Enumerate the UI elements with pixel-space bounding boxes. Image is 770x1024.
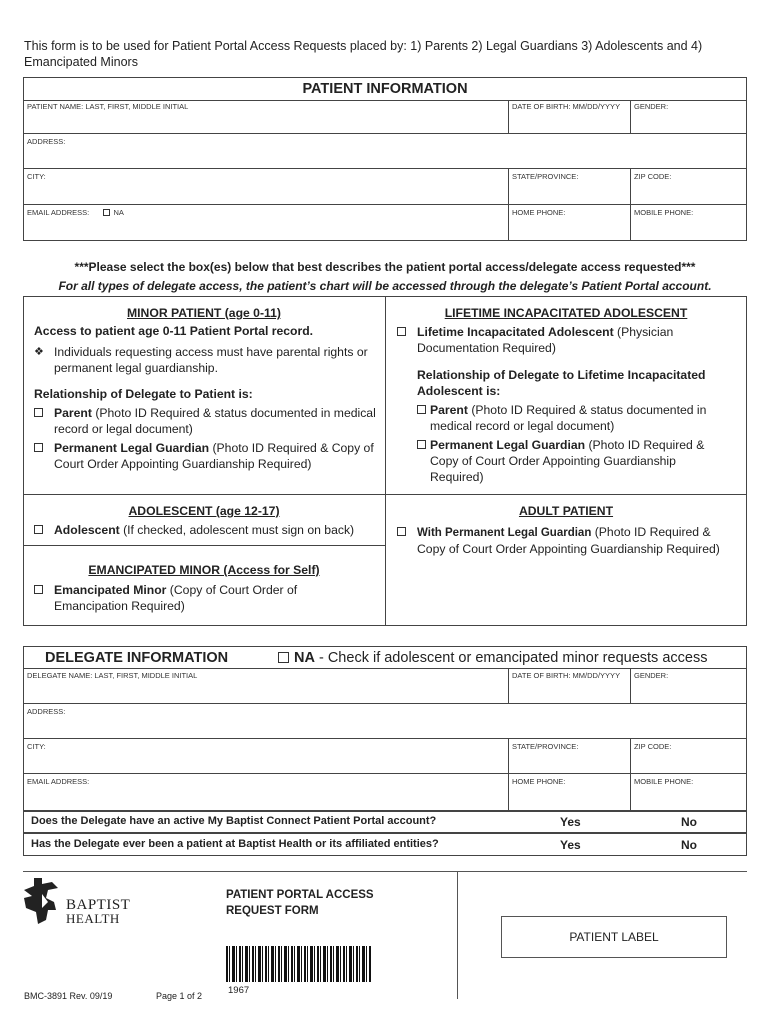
delegate-dob-field[interactable]: DATE OF BIRTH: MM/DD/YYYY xyxy=(512,671,621,680)
adolescent-option-bold: Adolescent xyxy=(54,523,120,537)
delegate-info-title: DELEGATE INFORMATION xyxy=(45,650,229,666)
instructions-line1: ***Please select the box(es) below that best describes the patient portal access/delegate access requested*** xyxy=(74,260,696,274)
delegate-city-field[interactable]: CITY: xyxy=(27,742,46,751)
delegate-zip-field[interactable]: ZIP CODE: xyxy=(634,742,672,751)
adult-option[interactable] xyxy=(397,524,739,557)
patient-name-field[interactable]: PATIENT NAME: LAST, FIRST, MIDDLE INITIAL xyxy=(27,102,189,111)
email-na-checkbox[interactable] xyxy=(103,209,110,216)
patient-mobile-phone-field[interactable]: MOBILE PHONE: xyxy=(634,208,694,217)
minor-guardian-checkbox[interactable] xyxy=(34,443,43,452)
minor-bullet-text: Individuals requesting access must have parental rights or permanent legal guardianship. xyxy=(54,345,368,375)
patient-email-field[interactable] xyxy=(27,208,124,217)
delegate-na-bold: NA xyxy=(294,650,315,666)
adult-option-text: (Photo ID Required & Copy of Court Order Appointing Guardianship Required) xyxy=(417,525,720,556)
adult-title: ADULT PATIENT xyxy=(518,504,614,518)
emancipated-option-bold: Emancipated Minor xyxy=(54,583,167,597)
lifetime-checkbox[interactable] xyxy=(397,327,406,336)
minor-guardian-text: (Photo ID Required & Copy of Court Order Appointing Guardianship Required) xyxy=(54,441,374,471)
emancipated-checkbox[interactable] xyxy=(34,585,43,594)
emancipated-title: EMANCIPATED MINOR (Access for Self) xyxy=(88,563,320,577)
delegate-home-phone-field[interactable]: HOME PHONE: xyxy=(512,777,566,786)
lifetime-option[interactable] xyxy=(397,324,732,356)
delegate-gender-field[interactable]: GENDER: xyxy=(634,671,669,680)
barcode xyxy=(226,946,372,982)
lifetime-guardian-checkbox[interactable] xyxy=(417,440,426,449)
lifetime-relationship: Relationship of Delegate to Lifetime Incapacitated Adolescent is: xyxy=(417,368,706,398)
diamond-bullet-icon: ❖ xyxy=(34,346,44,358)
question-no-option[interactable]: No xyxy=(681,838,697,852)
delegate-mobile-phone-field[interactable]: MOBILE PHONE: xyxy=(634,777,694,786)
adolescent-title: ADOLESCENT (age 12-17) xyxy=(128,504,280,518)
minor-relationship: Relationship of Delegate to Patient is: xyxy=(34,387,253,401)
patient-home-phone-field[interactable]: HOME PHONE: xyxy=(512,208,566,217)
page-number: Page 1 of 2 xyxy=(156,991,203,1001)
logo-wordmark-baptist: BAPTIST xyxy=(66,897,131,913)
patient-state-field[interactable]: STATE/PROVINCE: xyxy=(512,172,579,181)
instructions-line2: For all types of delegate access, the patient’s chart will be accessed through the delegate’s Patient Portal account. xyxy=(58,279,712,293)
adolescent-checkbox[interactable] xyxy=(34,525,43,534)
minor-parent-text: (Photo ID Required & status documented in medical record or legal document) xyxy=(54,406,376,436)
patient-zip-field[interactable]: ZIP CODE: xyxy=(634,172,672,181)
email-na-label: NA xyxy=(113,208,124,217)
delegate-email-field[interactable]: EMAIL ADDRESS: xyxy=(27,777,90,786)
lifetime-option-bold: Lifetime Incapacitated Adolescent xyxy=(417,325,614,339)
lifetime-guardian-option[interactable] xyxy=(417,437,717,485)
minor-guardian-option[interactable] xyxy=(34,440,379,472)
lifetime-guardian-text: (Photo ID Required & Copy of Court Order Appointing Guardianship Required) xyxy=(430,438,705,484)
question-yes-option[interactable]: Yes xyxy=(560,838,581,852)
adult-checkbox[interactable] xyxy=(397,527,406,536)
delegate-address-field[interactable]: ADDRESS: xyxy=(27,707,66,716)
patient-city-field[interactable]: CITY: xyxy=(27,172,46,181)
minor-parent-checkbox[interactable] xyxy=(34,408,43,417)
lifetime-parent-text: (Photo ID Required & status documented in medical record or legal document) xyxy=(430,403,707,433)
lifetime-parent-checkbox[interactable] xyxy=(417,405,426,414)
patient-info-title: PATIENT INFORMATION xyxy=(302,81,468,97)
adolescent-option[interactable] xyxy=(34,522,379,538)
delegate-state-field[interactable]: STATE/PROVINCE: xyxy=(512,742,579,751)
minor-heading: Access to patient age 0-11 Patient Portal record. xyxy=(34,324,314,338)
patient-email-label: EMAIL ADDRESS: xyxy=(27,208,90,217)
adult-option-bold: With Permanent Legal Guardian xyxy=(417,527,592,539)
barcode-number: 1967 xyxy=(228,985,250,996)
emancipated-option[interactable] xyxy=(34,582,334,614)
delegate-name-field[interactable]: DELEGATE NAME: LAST, FIRST, MIDDLE INITIAL xyxy=(27,671,198,680)
patient-gender-field[interactable]: GENDER: xyxy=(634,102,669,111)
lifetime-option-text: (Physician Documentation Required) xyxy=(417,325,674,355)
form-title-line1: PATIENT PORTAL ACCESS xyxy=(226,889,374,901)
patient-address-field[interactable]: ADDRESS: xyxy=(27,137,66,146)
logo-wordmark-health: HEALTH xyxy=(66,911,120,926)
form-title-line2: REQUEST FORM xyxy=(226,905,319,917)
question-no-option[interactable]: No xyxy=(681,815,697,829)
question-yes-option[interactable]: Yes xyxy=(560,815,581,829)
patient-dob-field[interactable]: DATE OF BIRTH: MM/DD/YYYY xyxy=(512,102,621,111)
question-text: Does the Delegate have an active My Baptist Connect Patient Portal account? xyxy=(31,815,437,827)
question-text: Has the Delegate ever been a patient at Baptist Health or its affiliated entities? xyxy=(31,838,439,850)
form-code: BMC-3891 Rev. 09/19 xyxy=(24,991,113,1001)
lifetime-parent-bold: Parent xyxy=(430,403,468,417)
delegate-na-text: - Check if adolescent or emancipated minor requests access xyxy=(314,650,708,666)
lifetime-parent-option[interactable] xyxy=(417,402,739,434)
emancipated-option-text: (Copy of Court Order of Emancipation Required) xyxy=(54,583,298,613)
adolescent-option-text: (If checked, adolescent must sign on back) xyxy=(119,523,355,537)
lifetime-guardian-bold: Permanent Legal Guardian xyxy=(430,438,586,452)
baptist-health-logo-icon xyxy=(22,876,68,926)
minor-patient-title: MINOR PATIENT (age 0-11) xyxy=(127,306,281,320)
lifetime-title: LIFETIME INCAPACITATED ADOLESCENT xyxy=(444,306,688,320)
minor-guardian-bold: Permanent Legal Guardian xyxy=(54,441,210,455)
patient-label-text: PATIENT LABEL xyxy=(569,930,659,944)
minor-bullet xyxy=(34,344,374,376)
minor-parent-option[interactable] xyxy=(34,405,379,437)
intro-text: This form is to be used for Patient Portal Access Requests placed by: 1) Parents 2) Legal Guardians 3) Adolescents and 4) Emancipated Minors xyxy=(24,39,703,69)
minor-parent-bold: Parent xyxy=(54,406,92,420)
delegate-na-checkbox[interactable] xyxy=(278,652,289,663)
delegate-na-option[interactable] xyxy=(278,650,707,666)
